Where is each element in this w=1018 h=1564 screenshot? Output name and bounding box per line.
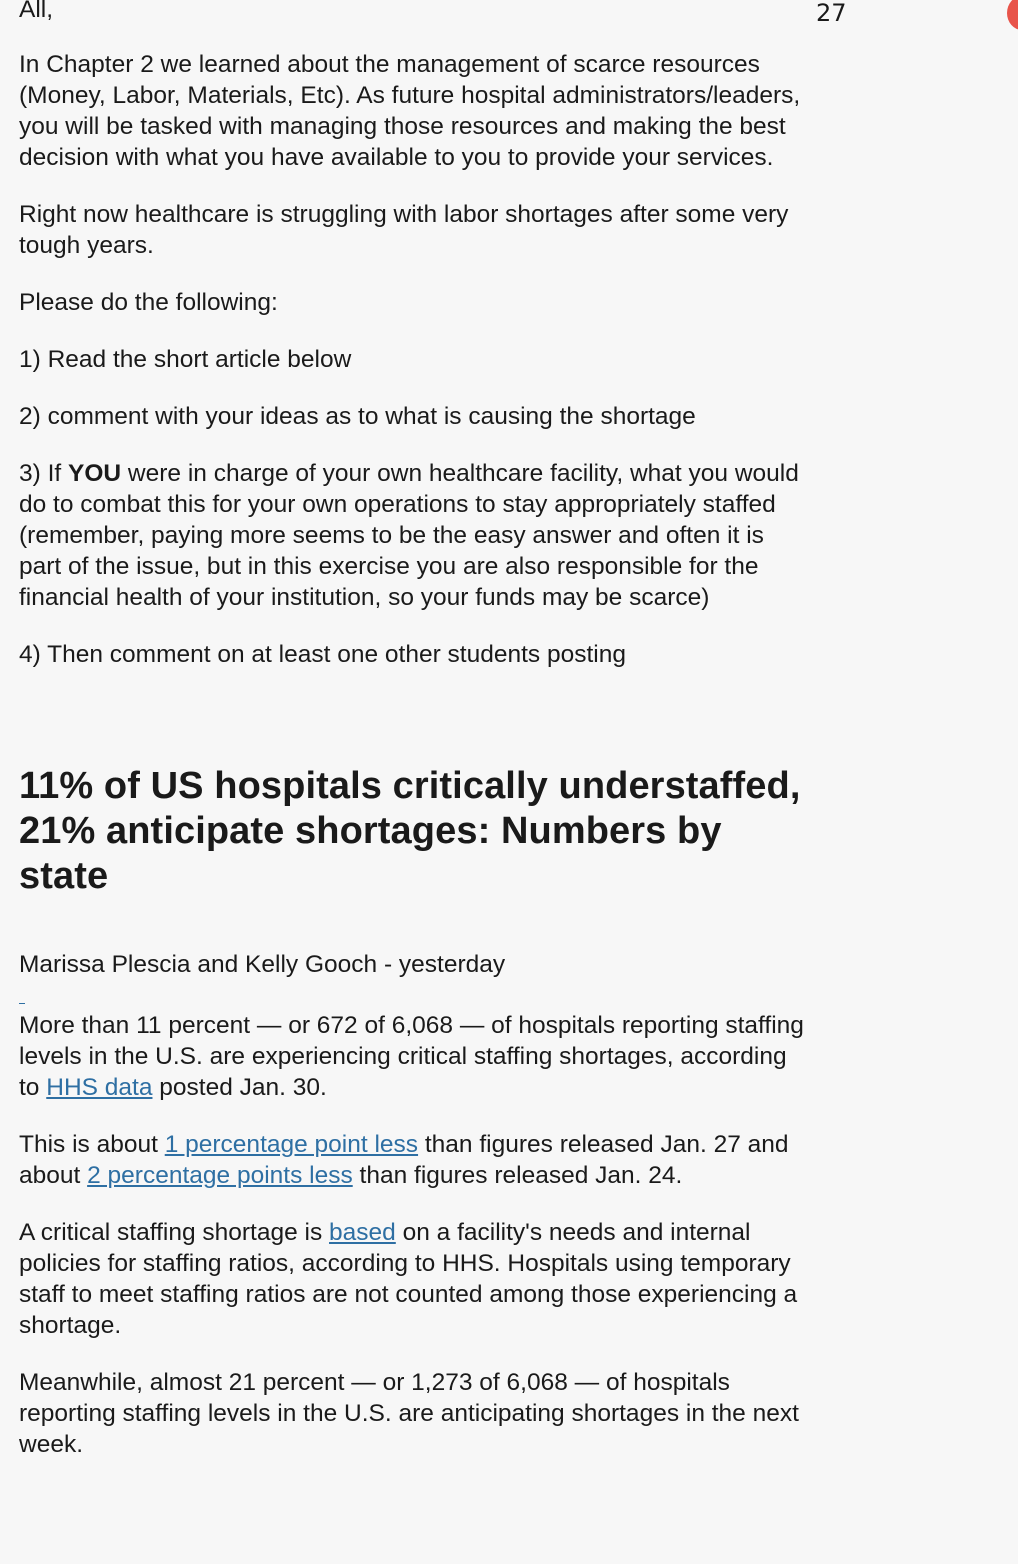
- step-1: 1) Read the short article below: [19, 346, 352, 373]
- article-text: More than 11 percent — or 672 of 6,068 — of hospitals reporting staffing levels in the U.S. are experiencing critical staffing shortages, according to: [19, 1012, 804, 1101]
- post-content: [19, 0, 809, 1486]
- section-spacer: [19, 696, 809, 764]
- based-link[interactable]: based: [329, 1219, 396, 1246]
- greeting: All,: [19, 0, 54, 23]
- step-3-emphasis: YOU: [68, 460, 122, 487]
- article-text: than figures released Jan. 24.: [352, 1162, 683, 1189]
- step-3-text: were in charge of your own healthcare facility, what you would do to combat this for your own operations to stay appropriately staffed (remember, paying more seems to be the easy answer and often it is part of the issue, but in this exercise you are also responsible for the financial health of your institution, so your funds may be scarce): [19, 460, 799, 611]
- article-text: on a facility's needs and internal policies for staffing ratios, according to HHS. Hospitals using temporary staff to meet staffing ratios are not counted among those experiencing a shortage.: [19, 1219, 798, 1339]
- step-4: 4) Then comment on at least one other students posting: [19, 641, 626, 668]
- article-paragraph: [19, 1129, 809, 1191]
- article-title: 11% of US hospitals critically understaffed, 21% anticipate shortages: Numbers by state: [19, 765, 801, 897]
- article-paragraph: [19, 1217, 809, 1341]
- notification-badge[interactable]: [1007, 0, 1018, 30]
- article-text: A critical staffing shortage is: [19, 1219, 330, 1246]
- embedded-link-marker[interactable]: [19, 994, 809, 1010]
- article-text: This is about: [19, 1131, 165, 1158]
- step-3: [19, 458, 809, 613]
- hhs-data-link[interactable]: HHS data: [46, 1074, 153, 1101]
- article-byline: Marissa Plescia and Kelly Gooch - yesterday: [19, 951, 506, 978]
- article-text: than figures released Jan. 27 and about: [19, 1131, 789, 1189]
- intro-paragraph: In Chapter 2 we learned about the management of scarce resources (Money, Labor, Materials, Etc). As future hospital administrators/leaders, you will be tasked with managing those resources and making the best decision with what you have available to you to provide your services.: [19, 51, 801, 171]
- article-paragraph: Meanwhile, almost 21 percent — or 1,273 of 6,068 — of hospitals reporting staffing levels in the U.S. are anticipating shortages in the next week.: [19, 1369, 799, 1458]
- step-2: 2) comment with your ideas as to what is causing the shortage: [19, 403, 696, 430]
- step-3-prefix: 3) If: [19, 460, 69, 487]
- two-points-less-link[interactable]: 2 percentage points less: [87, 1162, 353, 1189]
- page-number: 27: [816, 0, 847, 27]
- article-paragraph: [19, 1010, 809, 1103]
- one-point-less-link[interactable]: 1 percentage point less: [164, 1131, 419, 1158]
- intro-paragraph: Right now healthcare is struggling with labor shortages after some very tough years.: [19, 201, 789, 259]
- article-text: posted Jan. 30.: [152, 1074, 327, 1101]
- instructions-lead: Please do the following:: [19, 289, 278, 316]
